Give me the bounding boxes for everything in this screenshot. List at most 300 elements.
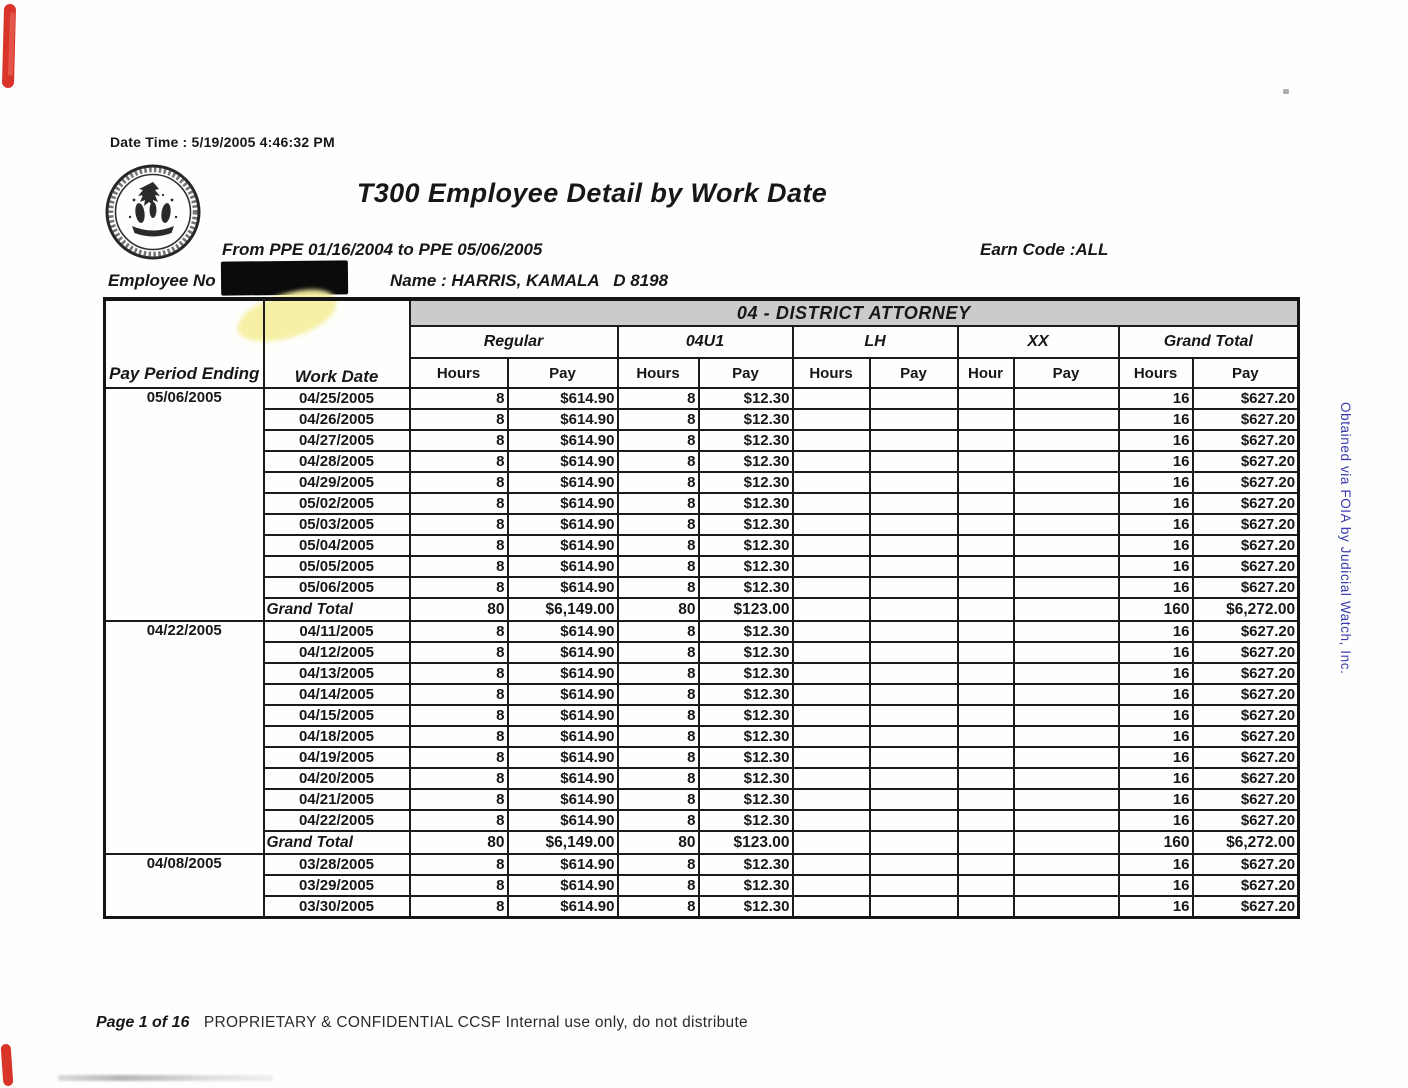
value-cell — [793, 663, 870, 684]
employee-no-label: Employee No — [108, 271, 216, 290]
table-row — [105, 896, 1299, 918]
grand-total-value-cell — [1014, 598, 1119, 621]
value-cell: 8 — [410, 663, 508, 684]
value-cell: $614.90 — [508, 514, 618, 535]
value-cell: $12.30 — [699, 789, 793, 810]
value-cell — [1014, 535, 1119, 556]
value-cell: $614.90 — [508, 705, 618, 726]
value-cell: $614.90 — [508, 726, 618, 747]
confidentiality-notice: PROPRIETARY & CONFIDENTIAL CCSF Internal use only, do not distribute — [203, 1014, 748, 1031]
value-cell — [793, 430, 870, 451]
pay-period-ending-cell: 04/22/2005 — [105, 621, 264, 854]
value-cell: $627.20 — [1193, 875, 1299, 896]
value-cell — [870, 684, 958, 705]
value-cell: $12.30 — [699, 430, 793, 451]
table-row — [105, 726, 1299, 747]
value-cell — [870, 747, 958, 768]
value-cell: $614.90 — [508, 642, 618, 663]
work-date-cell: 04/26/2005 — [264, 409, 410, 430]
value-cell: 8 — [410, 430, 508, 451]
value-cell: $614.90 — [508, 663, 618, 684]
value-cell — [870, 409, 958, 430]
value-cell — [870, 472, 958, 493]
value-cell — [958, 726, 1014, 747]
value-cell: $614.90 — [508, 430, 618, 451]
value-cell: 8 — [618, 663, 699, 684]
work-date-cell: 03/30/2005 — [264, 896, 410, 918]
value-cell: $12.30 — [699, 642, 793, 663]
value-cell: $12.30 — [699, 726, 793, 747]
red-edge-mark-bottom — [1, 1044, 14, 1087]
value-cell: 16 — [1119, 409, 1193, 430]
work-date-cell: 04/21/2005 — [264, 789, 410, 810]
value-cell: $12.30 — [699, 409, 793, 430]
value-cell — [1014, 621, 1119, 642]
department-header-row — [105, 299, 1299, 326]
value-cell: $627.20 — [1193, 621, 1299, 642]
value-cell: 8 — [618, 409, 699, 430]
grand-total-value-cell: $6,149.00 — [508, 831, 618, 854]
value-cell — [1014, 789, 1119, 810]
value-cell — [870, 726, 958, 747]
table-row — [105, 875, 1299, 896]
value-cell: $12.30 — [699, 663, 793, 684]
value-cell — [793, 768, 870, 789]
value-cell: $12.30 — [699, 768, 793, 789]
value-cell: $627.20 — [1193, 577, 1299, 598]
value-cell: 8 — [410, 642, 508, 663]
value-cell: $614.90 — [508, 810, 618, 831]
grand-total-value-cell: 80 — [410, 598, 508, 621]
table-row — [105, 684, 1299, 705]
value-cell — [870, 875, 958, 896]
value-cell: 8 — [410, 726, 508, 747]
value-cell — [958, 789, 1014, 810]
scan-speck — [1283, 89, 1289, 94]
value-cell — [958, 684, 1014, 705]
work-date-cell: 04/20/2005 — [264, 768, 410, 789]
value-cell: $627.20 — [1193, 430, 1299, 451]
work-date-cell: 05/03/2005 — [264, 514, 410, 535]
value-cell: $614.90 — [508, 621, 618, 642]
value-cell: $614.90 — [508, 535, 618, 556]
group-header-04u1: 04U1 — [618, 326, 793, 358]
value-cell — [1014, 577, 1119, 598]
value-cell — [1014, 493, 1119, 514]
table-row — [105, 535, 1299, 556]
work-date-cell: 04/28/2005 — [264, 451, 410, 472]
grand-total-value-cell — [793, 831, 870, 854]
value-cell — [870, 854, 958, 875]
work-date-cell: 04/25/2005 — [264, 388, 410, 409]
value-cell: 16 — [1119, 663, 1193, 684]
value-cell — [793, 896, 870, 918]
value-cell: 8 — [618, 430, 699, 451]
value-cell: $614.90 — [508, 388, 618, 409]
grand-total-hours-header: Hours — [1119, 358, 1193, 388]
value-cell: 8 — [410, 621, 508, 642]
value-cell — [870, 493, 958, 514]
work-date-cell: 04/11/2005 — [264, 621, 410, 642]
value-cell — [1014, 556, 1119, 577]
value-cell: 8 — [618, 789, 699, 810]
value-cell: 8 — [618, 768, 699, 789]
value-cell — [793, 409, 870, 430]
value-cell: 8 — [618, 705, 699, 726]
grand-total-value-cell: 80 — [618, 831, 699, 854]
value-cell: 8 — [410, 409, 508, 430]
grand-total-value-cell: $6,272.00 — [1193, 598, 1299, 621]
value-cell: 16 — [1119, 493, 1193, 514]
value-cell: 16 — [1119, 789, 1193, 810]
value-cell — [870, 430, 958, 451]
grand-total-value-cell — [793, 598, 870, 621]
table-row — [105, 493, 1299, 514]
city-seal-icon — [103, 162, 203, 262]
grand-total-value-cell: 160 — [1119, 831, 1193, 854]
value-cell: 16 — [1119, 642, 1193, 663]
value-cell — [870, 789, 958, 810]
table-row — [105, 621, 1299, 642]
value-cell: 8 — [618, 642, 699, 663]
value-cell: 8 — [410, 535, 508, 556]
value-cell: 8 — [410, 810, 508, 831]
table-row — [105, 451, 1299, 472]
value-cell: 8 — [410, 493, 508, 514]
value-cell — [1014, 854, 1119, 875]
work-date-cell: 04/19/2005 — [264, 747, 410, 768]
work-date-cell: 04/22/2005 — [264, 810, 410, 831]
table-row — [105, 854, 1299, 875]
value-cell: 16 — [1119, 684, 1193, 705]
value-cell — [793, 642, 870, 663]
value-cell: $12.30 — [699, 493, 793, 514]
value-cell: $627.20 — [1193, 493, 1299, 514]
value-cell: $12.30 — [699, 514, 793, 535]
work-date-cell: 03/28/2005 — [264, 854, 410, 875]
value-cell: 16 — [1119, 768, 1193, 789]
table-row — [105, 472, 1299, 493]
value-cell — [958, 705, 1014, 726]
employee-detail-table — [103, 297, 1300, 919]
value-cell — [793, 577, 870, 598]
value-cell: $12.30 — [699, 875, 793, 896]
value-cell — [870, 896, 958, 918]
value-cell: $627.20 — [1193, 705, 1299, 726]
value-cell: $627.20 — [1193, 854, 1299, 875]
value-cell: 16 — [1119, 577, 1193, 598]
value-cell — [793, 514, 870, 535]
value-cell — [870, 768, 958, 789]
value-cell — [870, 451, 958, 472]
table-row — [105, 642, 1299, 663]
table-row — [105, 768, 1299, 789]
value-cell — [1014, 875, 1119, 896]
grand-total-value-cell: 80 — [410, 831, 508, 854]
value-cell — [1014, 705, 1119, 726]
group-header-xx: XX — [958, 326, 1119, 358]
value-cell — [1014, 810, 1119, 831]
value-cell: 16 — [1119, 388, 1193, 409]
value-cell: 8 — [410, 388, 508, 409]
value-cell — [958, 854, 1014, 875]
value-cell: 16 — [1119, 556, 1193, 577]
value-cell: 8 — [618, 556, 699, 577]
grand-total-label-cell: Grand Total — [264, 598, 410, 621]
value-cell — [1014, 409, 1119, 430]
regular-pay-header: Pay — [508, 358, 618, 388]
value-cell — [870, 705, 958, 726]
value-cell: 8 — [618, 535, 699, 556]
value-cell: $614.90 — [508, 409, 618, 430]
table-row — [105, 705, 1299, 726]
value-cell: 8 — [410, 768, 508, 789]
value-cell: 8 — [618, 810, 699, 831]
value-cell — [793, 747, 870, 768]
xx-pay-header: Pay — [1014, 358, 1119, 388]
report-title: T300 Employee Detail by Work Date — [356, 178, 828, 208]
value-cell: $12.30 — [699, 684, 793, 705]
value-cell: 8 — [410, 789, 508, 810]
value-cell — [793, 705, 870, 726]
grand-total-value-cell: 80 — [618, 598, 699, 621]
value-cell: $627.20 — [1193, 789, 1299, 810]
value-cell: 16 — [1119, 705, 1193, 726]
value-cell — [1014, 514, 1119, 535]
lh-hours-header: Hours — [793, 358, 870, 388]
table-row — [105, 663, 1299, 684]
value-cell: $12.30 — [699, 705, 793, 726]
value-cell: 16 — [1119, 747, 1193, 768]
value-cell: $627.20 — [1193, 472, 1299, 493]
value-cell: 8 — [410, 705, 508, 726]
value-cell — [793, 726, 870, 747]
value-cell: 8 — [410, 747, 508, 768]
value-cell: $627.20 — [1193, 810, 1299, 831]
value-cell — [1014, 451, 1119, 472]
value-cell — [1014, 430, 1119, 451]
value-cell: 16 — [1119, 726, 1193, 747]
report-table-body — [105, 388, 1299, 918]
value-cell: $614.90 — [508, 896, 618, 918]
value-cell: 16 — [1119, 514, 1193, 535]
value-cell: $627.20 — [1193, 642, 1299, 663]
value-cell — [793, 854, 870, 875]
value-cell: 8 — [618, 875, 699, 896]
table-row — [105, 409, 1299, 430]
value-cell: 8 — [410, 556, 508, 577]
value-cell: 8 — [618, 451, 699, 472]
value-cell: 8 — [410, 684, 508, 705]
table-row — [105, 388, 1299, 409]
grand-total-value-cell — [870, 598, 958, 621]
value-cell — [958, 430, 1014, 451]
value-cell: $12.30 — [699, 577, 793, 598]
value-cell — [870, 642, 958, 663]
value-cell: $12.30 — [699, 810, 793, 831]
value-cell: 16 — [1119, 535, 1193, 556]
value-cell: $12.30 — [699, 854, 793, 875]
value-cell — [793, 621, 870, 642]
grand-total-value-cell: 160 — [1119, 598, 1193, 621]
xx-hour-header: Hour — [958, 358, 1014, 388]
value-cell — [793, 789, 870, 810]
value-cell — [1014, 768, 1119, 789]
value-cell — [958, 514, 1014, 535]
value-cell: $614.90 — [508, 789, 618, 810]
grand-total-value-cell: $123.00 — [699, 598, 793, 621]
value-cell — [870, 535, 958, 556]
value-cell — [958, 896, 1014, 918]
value-cell — [958, 388, 1014, 409]
value-cell: 8 — [618, 472, 699, 493]
value-cell — [958, 663, 1014, 684]
value-cell — [793, 684, 870, 705]
value-cell — [870, 663, 958, 684]
value-cell — [958, 451, 1014, 472]
value-cell — [1014, 896, 1119, 918]
grand-total-value-cell — [870, 831, 958, 854]
grand-total-value-cell: $6,149.00 — [508, 598, 618, 621]
value-cell: $627.20 — [1193, 684, 1299, 705]
value-cell — [793, 493, 870, 514]
value-cell: $614.90 — [508, 493, 618, 514]
grand-total-value-cell — [958, 598, 1014, 621]
value-cell — [870, 388, 958, 409]
table-row — [105, 577, 1299, 598]
value-cell — [958, 810, 1014, 831]
work-date-cell: 04/13/2005 — [264, 663, 410, 684]
value-cell: $627.20 — [1193, 768, 1299, 789]
value-cell: $12.30 — [699, 388, 793, 409]
value-cell — [1014, 747, 1119, 768]
grand-total-row — [105, 598, 1299, 621]
table-row — [105, 430, 1299, 451]
value-cell: $627.20 — [1193, 514, 1299, 535]
table-row — [105, 556, 1299, 577]
work-date-cell: 04/12/2005 — [264, 642, 410, 663]
earn-code-label: Earn Code :ALL — [980, 240, 1109, 259]
value-cell: 8 — [618, 747, 699, 768]
value-cell — [1014, 472, 1119, 493]
value-cell: 8 — [618, 621, 699, 642]
ppe-range-label: From PPE 01/16/2004 to PPE 05/06/2005 — [222, 240, 543, 259]
value-cell: 16 — [1119, 810, 1193, 831]
value-cell: 16 — [1119, 472, 1193, 493]
value-cell: $627.20 — [1193, 663, 1299, 684]
value-cell: 16 — [1119, 875, 1193, 896]
grand-total-pay-header: Pay — [1193, 358, 1299, 388]
value-cell: 8 — [410, 854, 508, 875]
value-cell — [958, 642, 1014, 663]
department-band: 04 - DISTRICT ATTORNEY — [410, 299, 1299, 326]
date-time-label: Date Time : 5/19/2005 4:46:32 PM — [110, 134, 335, 150]
value-cell — [870, 556, 958, 577]
04u1-pay-header: Pay — [699, 358, 793, 388]
value-cell — [1014, 684, 1119, 705]
lh-pay-header: Pay — [870, 358, 958, 388]
work-date-cell: 03/29/2005 — [264, 875, 410, 896]
work-date-cell: 05/04/2005 — [264, 535, 410, 556]
value-cell: $627.20 — [1193, 388, 1299, 409]
value-cell: $627.20 — [1193, 556, 1299, 577]
value-cell: $627.20 — [1193, 896, 1299, 918]
value-cell: $627.20 — [1193, 409, 1299, 430]
value-cell — [958, 768, 1014, 789]
value-cell: $12.30 — [699, 451, 793, 472]
value-cell — [793, 875, 870, 896]
value-cell — [793, 472, 870, 493]
value-cell — [793, 556, 870, 577]
value-cell: $614.90 — [508, 854, 618, 875]
value-cell: $614.90 — [508, 577, 618, 598]
work-date-cell: 04/29/2005 — [264, 472, 410, 493]
foia-watermark: Obtained via FOIA by Judicial Watch, Inc. — [1338, 402, 1353, 675]
page-footer — [96, 1014, 748, 1032]
employee-no-redaction — [221, 260, 348, 295]
grand-total-value-cell: $123.00 — [699, 831, 793, 854]
value-cell: $627.20 — [1193, 535, 1299, 556]
value-cell: 8 — [618, 854, 699, 875]
value-cell: $614.90 — [508, 768, 618, 789]
value-cell: 8 — [410, 472, 508, 493]
value-cell: 8 — [410, 514, 508, 535]
value-cell: 8 — [410, 451, 508, 472]
value-cell — [870, 810, 958, 831]
value-cell — [793, 451, 870, 472]
04u1-hours-header: Hours — [618, 358, 699, 388]
value-cell — [958, 747, 1014, 768]
work-date-header: Work Date — [264, 299, 410, 388]
work-date-cell: 05/06/2005 — [264, 577, 410, 598]
value-cell: $627.20 — [1193, 726, 1299, 747]
value-cell: $614.90 — [508, 556, 618, 577]
table-row — [105, 514, 1299, 535]
value-cell — [1014, 388, 1119, 409]
value-cell: 8 — [618, 514, 699, 535]
value-cell — [958, 535, 1014, 556]
work-date-cell: 04/14/2005 — [264, 684, 410, 705]
value-cell — [958, 621, 1014, 642]
work-date-cell: 04/27/2005 — [264, 430, 410, 451]
value-cell: $12.30 — [699, 621, 793, 642]
value-cell: 8 — [618, 577, 699, 598]
value-cell — [1014, 663, 1119, 684]
grand-total-value-cell — [958, 831, 1014, 854]
group-header-regular: Regular — [410, 326, 618, 358]
value-cell — [793, 810, 870, 831]
value-cell: 8 — [618, 388, 699, 409]
grand-total-row — [105, 831, 1299, 854]
grand-total-value-cell: $6,272.00 — [1193, 831, 1299, 854]
grand-total-label-cell: Grand Total — [264, 831, 410, 854]
value-cell: $12.30 — [699, 535, 793, 556]
value-cell — [958, 556, 1014, 577]
value-cell: 16 — [1119, 430, 1193, 451]
work-date-cell: 04/15/2005 — [264, 705, 410, 726]
value-cell — [1014, 726, 1119, 747]
table-row — [105, 747, 1299, 768]
value-cell — [870, 621, 958, 642]
group-header-lh: LH — [793, 326, 958, 358]
value-cell: $614.90 — [508, 747, 618, 768]
pay-period-ending-cell: 05/06/2005 — [105, 388, 264, 621]
value-cell — [793, 535, 870, 556]
value-cell — [958, 577, 1014, 598]
value-cell: $12.30 — [699, 556, 793, 577]
value-cell: 8 — [618, 726, 699, 747]
value-cell: $12.30 — [699, 747, 793, 768]
